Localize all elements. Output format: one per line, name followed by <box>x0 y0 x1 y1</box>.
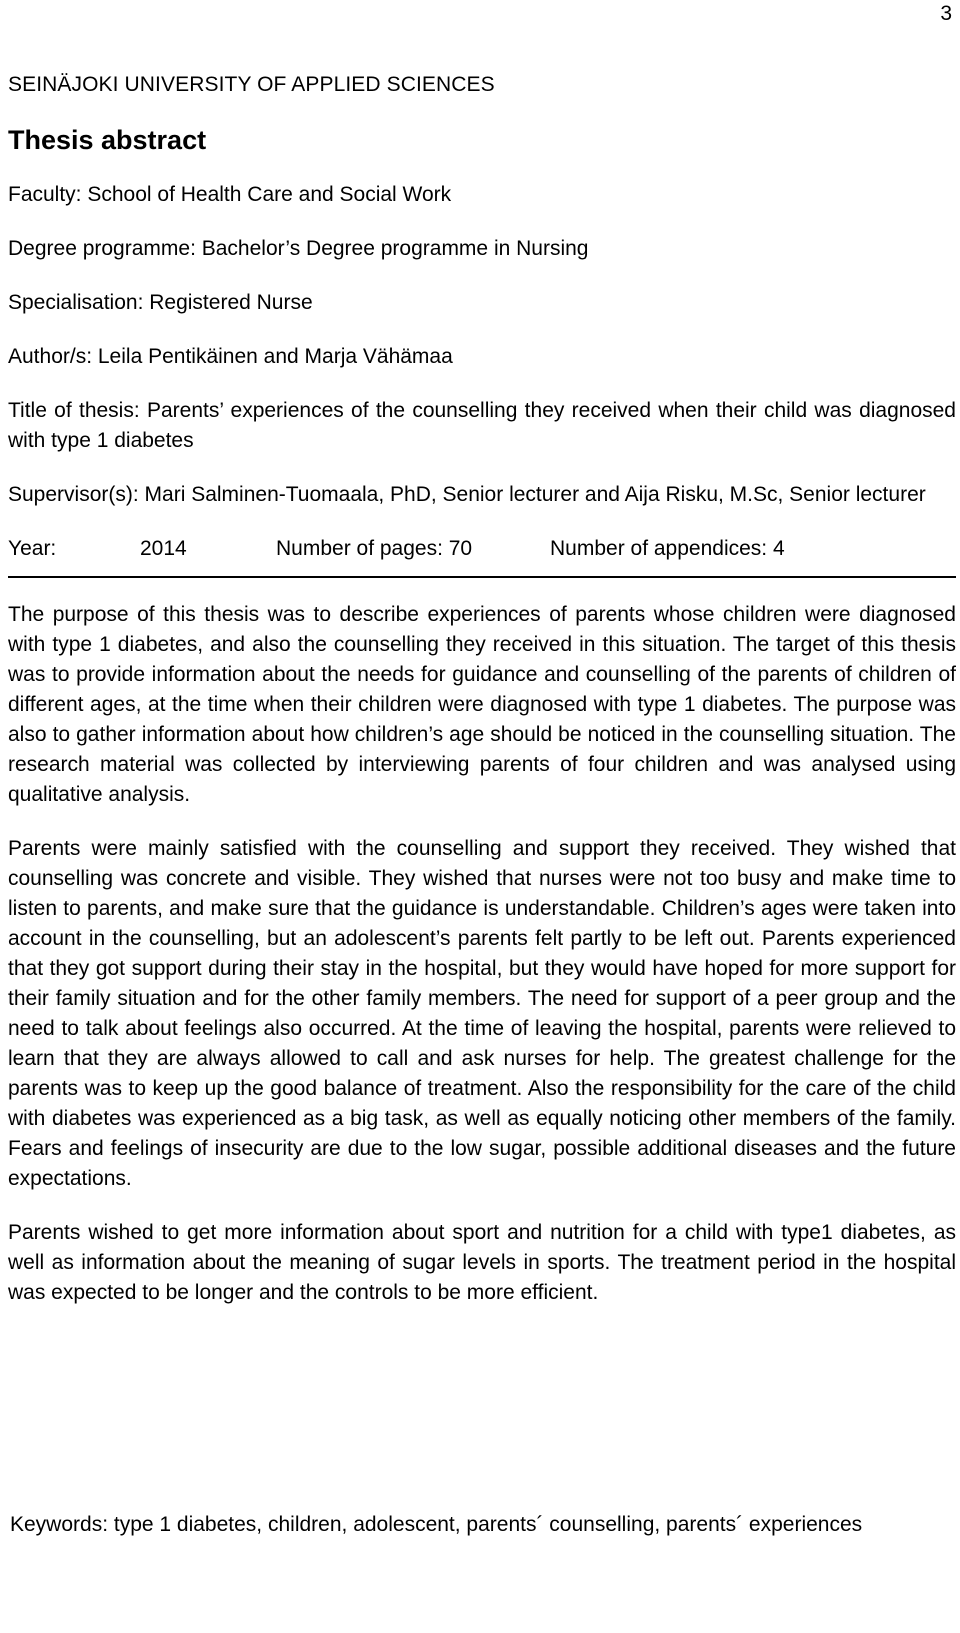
abstract-paragraph: The purpose of this thesis was to describe experiences of parents whose children were diagnosed with type 1 diabetes, and also the counselling they received in this situation. The target of this thesis was to provide information about the needs for guidance and counselling of the parents of children of different ages, at the time when their children were diagnosed with type 1 diabetes. The purpose was also to gather information about how children’s age should be noticed in the counselling situation. The research material was collected by interviewing parents of four children and was analysed using qualitative analysis. <box>8 603 956 806</box>
appendix-count: Number of appendices: 4 <box>550 537 785 560</box>
page-number: 3 <box>940 2 952 25</box>
year-value: 2014 <box>140 537 187 560</box>
faculty-line: Faculty: School of Health Care and Social Work <box>8 183 452 206</box>
supervisors-line: Supervisor(s): Mari Salminen-Tuomaala, PhD, Senior lecturer and Aija Risku, M.Sc, Senior lecturer <box>8 483 926 506</box>
thesis-stats-row <box>8 534 956 578</box>
university-name: SEINÄJOKI UNIVERSITY OF APPLIED SCIENCES <box>8 73 495 96</box>
degree-programme-line: Degree programme: Bachelor’s Degree programme in Nursing <box>8 237 589 260</box>
specialisation-line: Specialisation: Registered Nurse <box>8 291 313 314</box>
abstract-paragraph: Parents wished to get more information about sport and nutrition for a child with type1 diabetes, as well as information about the meaning of sugar levels in sports. The treatment period in the hospital was expected to be longer and the controls to be more efficient. <box>8 1221 956 1304</box>
authors-line: Author/s: Leila Pentikäinen and Marja Vähämaa <box>8 345 453 368</box>
keywords-line: Keywords: type 1 diabetes, children, adolescent, parents´ counselling, parents´ experiences <box>10 1513 863 1536</box>
page-count: Number of pages: 70 <box>276 537 473 560</box>
document-body <box>8 70 956 1332</box>
page-title: Thesis abstract <box>8 125 207 155</box>
abstract-paragraph: Parents were mainly satisfied with the counselling and support they received. They wished that counselling was concrete and visible. They wished that nurses were not too busy and make time to listen to parents, and make sure that the guidance is understandable. Children’s ages were taken into account in the counselling, but an adolescent’s parents felt partly to be left out. Parents experienced that they got support during their stay in the hospital, but they would have hoped for more support for their family situation and for the other family members. The need for support of a peer group and the need to talk about feelings also occurred. At the time of leaving the hospital, parents were relieved to learn that they are always allowed to call and ask nurses for help. The greatest challenge for the parents was to keep up the good balance of treatment. Also the responsibility for the care of the child with diabetes was experienced as a big task, as well as equally noticing other members of the family. Fears and feelings of insecurity are due to the low sugar, possible additional diseases and the future expectations. <box>8 837 956 1190</box>
thesis-title-line: Title of thesis: Parents’ experiences of the counselling they received when their child was diagnosed with type 1 diabetes <box>8 399 956 452</box>
year-label: Year: <box>8 537 57 560</box>
